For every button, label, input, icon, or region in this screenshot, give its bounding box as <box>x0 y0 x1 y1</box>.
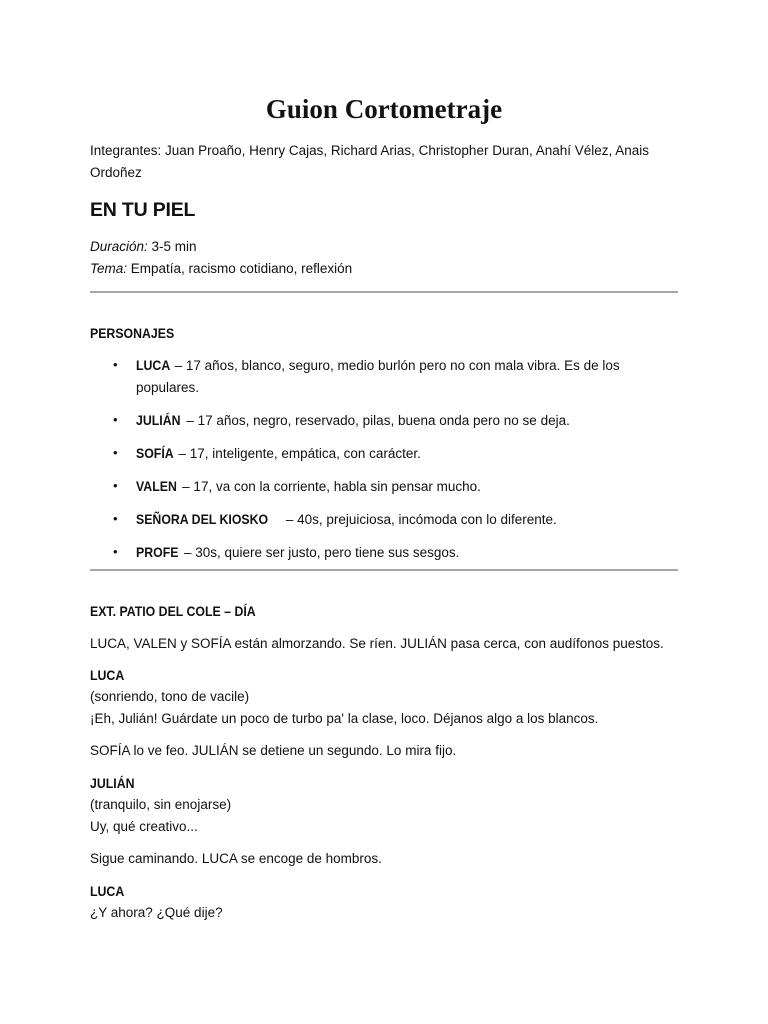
scene-heading: EXT. PATIO DEL COLE – DÍA <box>90 603 256 619</box>
character-item <box>90 409 678 432</box>
action-line: SOFÍA lo ve feo. JULIÁN se detiene un segundo. Lo mira fijo. <box>90 743 457 758</box>
character-name: JULIÁN <box>136 412 181 428</box>
duration-value: 3-5 min <box>147 239 197 254</box>
bullet-icon: • <box>113 478 118 493</box>
horizontal-rule <box>90 291 678 293</box>
character-item <box>90 508 678 531</box>
members-line: Integrantes: Juan Proaño, Henry Cajas, Richard Arias, Christopher Duran, Anahí Vélez, Anais Ordoñez <box>90 143 650 180</box>
character-name: PROFE <box>136 544 179 560</box>
theme-value: Empatía, racismo cotidiano, reflexión <box>127 261 353 276</box>
bullet-icon: • <box>113 511 118 526</box>
character-desc: – 17 años, blanco, seguro, medio burlón pero no con mala vibra. Es de los populares. <box>136 358 620 395</box>
character-item <box>90 475 678 498</box>
bullet-icon: • <box>113 357 118 372</box>
action-line: Sigue caminando. LUCA se encoge de hombros. <box>90 851 382 866</box>
character-desc: – 40s, prejuiciosa, incómoda con lo diferente. <box>282 512 557 527</box>
character-item <box>90 541 678 564</box>
characters-list <box>90 354 678 574</box>
character-name: LUCA <box>136 357 171 373</box>
character-name: SOFÍA <box>136 445 174 461</box>
film-title: EN TU PIEL <box>90 199 196 221</box>
horizontal-rule <box>90 569 678 571</box>
dialogue-line: ¿Y ahora? ¿Qué dije? <box>90 905 223 920</box>
theme-label: Tema: <box>90 261 128 276</box>
character-name: VALEN <box>136 478 177 494</box>
bullet-icon: • <box>113 544 118 559</box>
duration-label: Duración: <box>90 239 148 254</box>
parenthetical: (tranquilo, sin enojarse) <box>90 797 232 812</box>
character-name: SEÑORA DEL KIOSKO <box>136 511 269 527</box>
character-desc: – 17, va con la corriente, habla sin pensar mucho. <box>178 479 481 494</box>
speaker-name: JULIÁN <box>90 775 135 791</box>
character-desc: – 17 años, negro, reservado, pilas, buena onda pero no se deja. <box>182 413 570 428</box>
document-title: Guion Cortometraje <box>265 94 503 124</box>
parenthetical: (sonriendo, tono de vacile) <box>90 689 250 704</box>
speaker-name: LUCA <box>90 883 125 899</box>
bullet-icon: • <box>113 445 118 460</box>
action-line: LUCA, VALEN y SOFÍA están almorzando. Se ríen. JULIÁN pasa cerca, con audífonos puestos. <box>90 636 664 651</box>
character-desc: – 17, inteligente, empática, con carácter. <box>174 446 421 461</box>
character-desc: – 30s, quiere ser justo, pero tiene sus sesgos. <box>180 545 460 560</box>
dialogue-line: Uy, qué creativo... <box>90 819 198 834</box>
dialogue-line: ¡Eh, Julián! Guárdate un poco de turbo pa' la clase, loco. Déjanos algo a los blancos. <box>90 711 599 726</box>
character-item <box>90 442 678 465</box>
bullet-icon: • <box>113 412 118 427</box>
duration-line <box>90 236 678 258</box>
characters-heading: PERSONAJES <box>90 325 175 341</box>
character-item <box>90 354 678 399</box>
speaker-name: LUCA <box>90 667 125 683</box>
theme-line <box>90 258 678 280</box>
